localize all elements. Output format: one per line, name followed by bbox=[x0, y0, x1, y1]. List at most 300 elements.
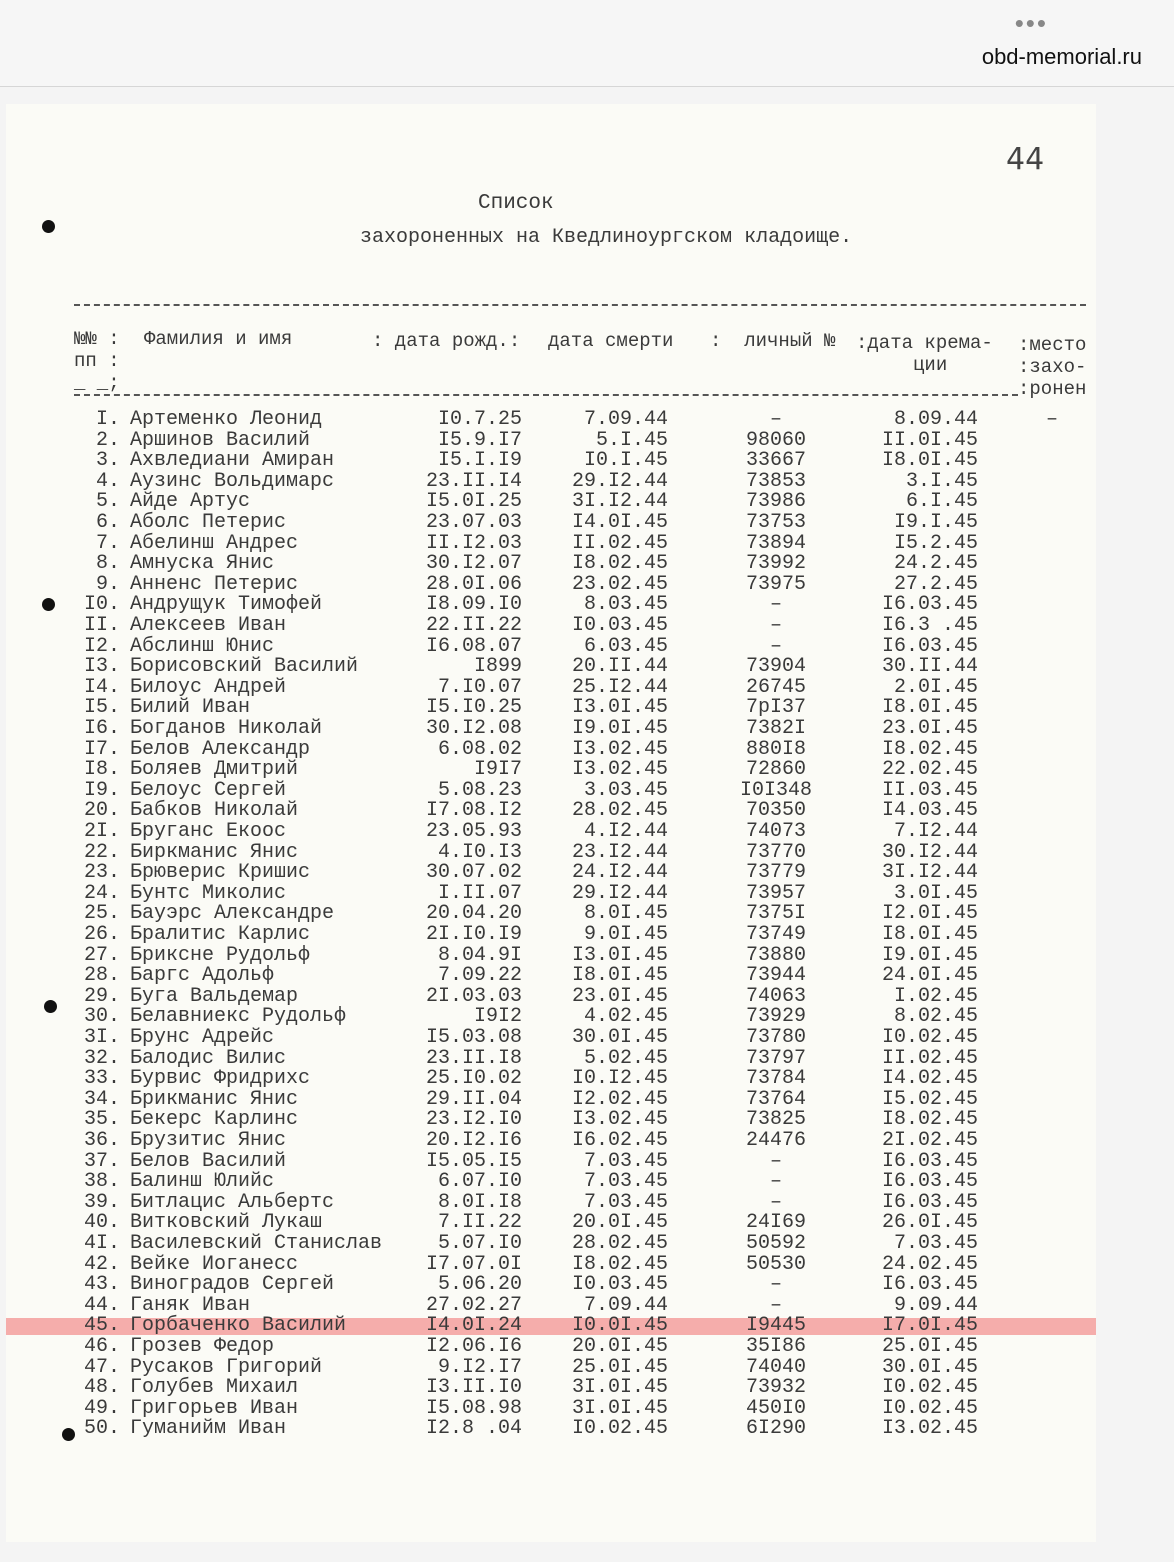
cell-num: 8. bbox=[95, 552, 120, 576]
cell-cremation: 24.0I.45 bbox=[881, 964, 978, 988]
cell-personal: 74063 bbox=[745, 984, 806, 1008]
table-row bbox=[6, 1172, 1096, 1193]
cell-birth: I.II.07 bbox=[437, 881, 522, 905]
cell-cremation: 27.2.45 bbox=[893, 572, 978, 596]
cell-birth: 30.I2.07 bbox=[425, 552, 522, 576]
cell-personal: 72860 bbox=[745, 758, 806, 782]
cell-personal: 7pI37 bbox=[745, 696, 806, 720]
cell-name: Буга Вальдемар bbox=[130, 984, 299, 1008]
cell-name: Брунс Адрейс bbox=[130, 1026, 275, 1049]
cell-num: 36. bbox=[83, 1129, 120, 1152]
cell-cremation: I3.02.45 bbox=[881, 1417, 978, 1441]
cell-num: 5. bbox=[95, 490, 120, 514]
header-personal: : личный № bbox=[710, 330, 836, 352]
cell-cremation: I8.0I.45 bbox=[881, 923, 978, 946]
table-row bbox=[6, 554, 1096, 575]
table-row bbox=[6, 1419, 1096, 1440]
cell-personal: 24I69 bbox=[745, 1211, 806, 1235]
cell-birth: I899 bbox=[473, 655, 522, 679]
cell-cremation: I6.03.45 bbox=[881, 634, 978, 658]
cell-personal: 73797 bbox=[745, 1046, 806, 1070]
cell-name: Алексеев Иван bbox=[130, 614, 287, 637]
cell-birth: I7.08.I2 bbox=[425, 799, 522, 823]
cell-cremation: 3I.I2.44 bbox=[881, 861, 978, 885]
cell-name: Богданов Николай bbox=[130, 717, 323, 740]
table-row bbox=[6, 904, 1096, 925]
cell-name: Белавниекс Рудольф bbox=[130, 1005, 347, 1029]
table-row bbox=[6, 1007, 1096, 1028]
cell-personal: 73880 bbox=[745, 943, 806, 967]
cell-death: 20.0I.45 bbox=[571, 1211, 668, 1235]
cell-num: 34. bbox=[83, 1087, 120, 1111]
cell-personal: – bbox=[769, 593, 782, 617]
cell-personal: – bbox=[769, 1273, 782, 1297]
table-row bbox=[6, 737, 1096, 761]
table-row bbox=[6, 943, 1096, 967]
cell-death: I3.0I.45 bbox=[571, 696, 668, 720]
cell-birth: I3.II.I0 bbox=[425, 1376, 522, 1400]
cell-num: 45. bbox=[83, 1314, 120, 1338]
table-row bbox=[6, 1046, 1096, 1070]
cell-num: 22. bbox=[83, 840, 120, 864]
cell-cremation: II.0I.45 bbox=[881, 428, 978, 452]
table-row bbox=[6, 1149, 1096, 1173]
cell-death: 5.02.45 bbox=[583, 1046, 668, 1070]
cell-cremation: 8.02.45 bbox=[893, 1005, 978, 1029]
cell-num: II. bbox=[83, 614, 120, 637]
cell-cremation: I9.0I.45 bbox=[881, 943, 978, 967]
cell-personal: 74040 bbox=[745, 1355, 806, 1379]
table-row bbox=[6, 657, 1096, 678]
cell-num: 42. bbox=[83, 1252, 120, 1276]
cell-num: 3. bbox=[95, 449, 120, 473]
cell-death: 7.03.45 bbox=[583, 1190, 668, 1214]
cell-birth: 2I.I0.I9 bbox=[425, 923, 522, 946]
cell-personal: 50530 bbox=[745, 1252, 806, 1276]
cell-name: Виноградов Сергей bbox=[130, 1273, 335, 1297]
cell-name: Брюверис Кришис bbox=[130, 861, 311, 885]
cell-birth: 6.07.I0 bbox=[437, 1170, 522, 1194]
cell-birth: 28.0I.06 bbox=[425, 572, 522, 596]
cell-num: 2. bbox=[95, 428, 120, 452]
cell-name: Белов Александр bbox=[130, 737, 311, 761]
cell-name: Артеменко Леонид bbox=[130, 408, 323, 431]
cell-death: 7.09.44 bbox=[583, 408, 668, 431]
cell-birth: 20.I2.I6 bbox=[425, 1129, 522, 1152]
cell-name: Русаков Григорий bbox=[130, 1355, 323, 1379]
cell-birth: 7.09.22 bbox=[437, 964, 522, 988]
table-row bbox=[6, 595, 1096, 616]
cell-personal: 73749 bbox=[745, 923, 806, 946]
cell-personal: 73986 bbox=[745, 490, 806, 514]
cell-death: 28.02.45 bbox=[571, 1232, 668, 1255]
cell-death: I0.03.45 bbox=[571, 1273, 668, 1297]
cell-name: Аршинов Василий bbox=[130, 428, 311, 452]
cell-num: I3. bbox=[83, 655, 120, 679]
cell-personal: 73764 bbox=[745, 1087, 806, 1111]
cell-name: Грозев Федор bbox=[130, 1335, 275, 1358]
cell-num: I7. bbox=[83, 737, 120, 761]
cell-cremation: I6.03.45 bbox=[881, 1170, 978, 1194]
cell-name: Гуманийм Иван bbox=[130, 1417, 287, 1441]
more-dots-icon[interactable]: ••• bbox=[1014, 8, 1048, 38]
cell-name: Ганяк Иван bbox=[130, 1293, 251, 1317]
cell-num: 7. bbox=[95, 531, 120, 555]
header-birth: : дата рожд.: bbox=[372, 330, 521, 352]
table-row bbox=[6, 451, 1096, 472]
cell-num: 39. bbox=[83, 1190, 120, 1214]
cell-cremation: 6.I.45 bbox=[905, 490, 978, 514]
cell-personal: 73770 bbox=[745, 840, 806, 864]
cell-death: I3.02.45 bbox=[571, 758, 668, 782]
cell-name: Амнуска Янис bbox=[130, 552, 275, 576]
cell-num: I4. bbox=[83, 675, 120, 699]
cell-death: 4.I2.44 bbox=[583, 820, 668, 843]
cell-cremation: I.02.45 bbox=[893, 984, 978, 1008]
cell-death: I0.I.45 bbox=[583, 449, 668, 473]
cell-num: 28. bbox=[83, 964, 120, 988]
cell-name: Абслинш Юнис bbox=[130, 634, 275, 658]
cell-personal: 7382I bbox=[745, 717, 806, 740]
cell-death: I0.02.45 bbox=[571, 1417, 668, 1441]
table-row bbox=[6, 1190, 1096, 1214]
cell-name: Билий Иван bbox=[130, 696, 251, 720]
table-row bbox=[6, 1110, 1096, 1131]
cell-cremation: I0.02.45 bbox=[881, 1026, 978, 1049]
table-row bbox=[6, 513, 1096, 534]
cell-personal: 33667 bbox=[745, 449, 806, 473]
cell-personal: 73825 bbox=[745, 1108, 806, 1132]
cell-birth: I5.9.I7 bbox=[437, 428, 522, 452]
cell-num: 32. bbox=[83, 1046, 120, 1070]
cell-birth: 4.I0.I3 bbox=[437, 840, 522, 864]
cell-name: Бунтс Миколис bbox=[130, 881, 287, 905]
cell-death: I0.0I.45 bbox=[571, 1314, 668, 1338]
cell-personal: 73929 bbox=[745, 1005, 806, 1029]
cell-num: 24. bbox=[83, 881, 120, 905]
cell-personal: I0I348 bbox=[739, 778, 812, 802]
cell-cremation: 2I.02.45 bbox=[881, 1129, 978, 1152]
cell-birth: 22.II.22 bbox=[425, 614, 522, 637]
table-row bbox=[6, 428, 1096, 452]
table-row bbox=[6, 1337, 1096, 1358]
cell-death: I0.03.45 bbox=[571, 614, 668, 637]
cell-birth: 8.04.9I bbox=[437, 943, 522, 967]
cell-cremation: 30.II.44 bbox=[881, 655, 978, 679]
cell-num: 47. bbox=[83, 1355, 120, 1379]
cell-cremation: 7.03.45 bbox=[893, 1232, 978, 1255]
cell-birth: 6.08.02 bbox=[437, 737, 522, 761]
cell-num: 38. bbox=[83, 1170, 120, 1194]
cell-cremation: I4.03.45 bbox=[881, 799, 978, 823]
cell-name: Ахвледиани Амиран bbox=[130, 449, 335, 473]
cell-name: Баргс Адольф bbox=[130, 964, 275, 988]
cell-birth: I5.0I.25 bbox=[425, 490, 522, 514]
cell-num: I8. bbox=[83, 758, 120, 782]
cell-birth: 7.II.22 bbox=[437, 1211, 522, 1235]
cell-name: Абелинш Андрес bbox=[130, 531, 299, 555]
cell-num: 6. bbox=[95, 511, 120, 534]
cell-num: 43. bbox=[83, 1273, 120, 1297]
cell-num: I. bbox=[95, 408, 120, 431]
cell-num: I9. bbox=[83, 778, 120, 802]
cell-personal: 880I8 bbox=[745, 737, 806, 761]
cell-personal: 73784 bbox=[745, 1067, 806, 1091]
cell-name: Григорьев Иван bbox=[130, 1396, 299, 1420]
table-row bbox=[6, 1252, 1096, 1276]
cell-death: I3.0I.45 bbox=[571, 943, 668, 967]
cell-birth: I5.I0.25 bbox=[425, 696, 522, 720]
cell-death: 23.I2.44 bbox=[571, 840, 668, 864]
cell-num: 49. bbox=[83, 1396, 120, 1420]
cell-num: I6. bbox=[83, 717, 120, 740]
cell-birth: I5.08.98 bbox=[425, 1396, 522, 1420]
cell-num: 44. bbox=[83, 1293, 120, 1317]
cell-birth: 30.07.02 bbox=[425, 861, 522, 885]
cell-cremation: I8.0I.45 bbox=[881, 449, 978, 473]
cell-death: 25.0I.45 bbox=[571, 1355, 668, 1379]
table-row bbox=[6, 1378, 1096, 1399]
table-row bbox=[6, 1275, 1096, 1296]
cell-num: I5. bbox=[83, 696, 120, 720]
cell-death: 7.03.45 bbox=[583, 1170, 668, 1194]
table-row bbox=[6, 1213, 1096, 1234]
cell-personal: 73975 bbox=[745, 572, 806, 596]
cell-birth: I0.7.25 bbox=[437, 408, 522, 431]
cell-num: 27. bbox=[83, 943, 120, 967]
cell-cremation: 25.0I.45 bbox=[881, 1335, 978, 1358]
cell-cremation: I9.I.45 bbox=[893, 511, 978, 534]
cell-birth: 2I.03.03 bbox=[425, 984, 522, 1008]
cell-birth: I9I2 bbox=[473, 1005, 522, 1029]
table-row bbox=[6, 469, 1096, 493]
cell-num: 20. bbox=[83, 799, 120, 823]
cell-cremation: I6.03.45 bbox=[881, 1273, 978, 1297]
cell-cremation: I6.03.45 bbox=[881, 1190, 978, 1214]
cell-death: II.02.45 bbox=[571, 531, 668, 555]
cell-death: 5.I.45 bbox=[595, 428, 668, 452]
cell-personal: – bbox=[769, 1170, 782, 1194]
cell-death: 9.0I.45 bbox=[583, 923, 668, 946]
cell-birth: I2.8 .04 bbox=[425, 1417, 522, 1441]
cell-num: 30. bbox=[83, 1005, 120, 1029]
cell-name: Голубев Михаил bbox=[130, 1376, 299, 1400]
cell-personal: 73944 bbox=[745, 964, 806, 988]
cell-name: Аболс Петерис bbox=[130, 511, 287, 534]
table-row bbox=[6, 966, 1096, 987]
cell-death: I3.02.45 bbox=[571, 737, 668, 761]
cell-death: 7.03.45 bbox=[583, 1149, 668, 1173]
cell-name: Бралитис Карлис bbox=[130, 923, 311, 946]
cell-cremation: I6.3 .45 bbox=[881, 614, 978, 637]
cell-death: I8.02.45 bbox=[571, 1252, 668, 1276]
table-row bbox=[6, 698, 1096, 719]
cell-cremation: II.02.45 bbox=[881, 1046, 978, 1070]
cell-birth: 30.I2.08 bbox=[425, 717, 522, 740]
cell-name: Бурвис Фридрихс bbox=[130, 1067, 311, 1091]
cell-birth: I6.08.07 bbox=[425, 634, 522, 658]
cell-cremation: 7.I2.44 bbox=[893, 820, 978, 843]
table-row bbox=[6, 778, 1096, 802]
table-row bbox=[6, 925, 1096, 946]
cell-death: 23.0I.45 bbox=[571, 984, 668, 1008]
table-row bbox=[6, 531, 1096, 555]
cell-birth: 23.05.93 bbox=[425, 820, 522, 843]
cell-death: 8.03.45 bbox=[583, 593, 668, 617]
cell-name: Бекерс Карлинс bbox=[130, 1108, 299, 1132]
cell-cremation: II.03.45 bbox=[881, 778, 978, 802]
cell-birth: 5.08.23 bbox=[437, 778, 522, 802]
cell-birth: 23.I2.I0 bbox=[425, 1108, 522, 1132]
cell-cremation: 24.2.45 bbox=[893, 552, 978, 576]
cell-name: Белоус Сергей bbox=[130, 778, 287, 802]
cell-num: 50. bbox=[83, 1417, 120, 1441]
table-row bbox=[6, 1293, 1096, 1317]
cell-birth: 23.II.I8 bbox=[425, 1046, 522, 1070]
cell-death: I8.02.45 bbox=[571, 552, 668, 576]
document-subtitle: захороненных на Кведлиноургском кладоище. bbox=[360, 226, 853, 249]
cell-name: Бауэрс Александре bbox=[130, 902, 335, 926]
table-row bbox=[6, 1316, 1096, 1337]
cell-place: – bbox=[1046, 408, 1059, 431]
cell-birth: I5.05.I5 bbox=[425, 1149, 522, 1173]
cell-personal: 73904 bbox=[745, 655, 806, 679]
cell-num: 33. bbox=[83, 1067, 120, 1091]
cell-death: 3.03.45 bbox=[583, 778, 668, 802]
table-row bbox=[6, 881, 1096, 905]
cell-num: 48. bbox=[83, 1376, 120, 1400]
cell-birth: 8.0I.I8 bbox=[437, 1190, 522, 1214]
cell-personal: 450I0 bbox=[745, 1396, 806, 1420]
cell-name: Андрущук Тимофей bbox=[130, 593, 323, 617]
cell-num: 4I. bbox=[83, 1232, 120, 1255]
cell-personal: – bbox=[769, 1293, 782, 1317]
cell-name: Биркманис Янис bbox=[130, 840, 299, 864]
cell-personal: 73780 bbox=[745, 1026, 806, 1049]
cell-personal: 50592 bbox=[745, 1232, 806, 1255]
cell-personal: 7375I bbox=[745, 902, 806, 926]
table-row bbox=[6, 675, 1096, 699]
cell-death: 25.I2.44 bbox=[571, 675, 668, 699]
table-row bbox=[6, 1087, 1096, 1111]
table-row bbox=[6, 1396, 1096, 1420]
cell-birth: 5.06.20 bbox=[437, 1273, 522, 1297]
cell-num: 9. bbox=[95, 572, 120, 596]
table-row bbox=[6, 801, 1096, 822]
cell-birth: 25.I0.02 bbox=[425, 1067, 522, 1091]
cell-death: 3I.0I.45 bbox=[571, 1376, 668, 1400]
table-row bbox=[6, 572, 1096, 596]
cell-cremation: 3.0I.45 bbox=[893, 881, 978, 905]
header-cremation: :дата крема- ции bbox=[856, 332, 993, 376]
cell-name: Борисовский Василий bbox=[130, 655, 359, 679]
cell-cremation: I0.02.45 bbox=[881, 1376, 978, 1400]
cell-cremation: I5.2.45 bbox=[893, 531, 978, 555]
url-label[interactable]: obd-memorial.ru bbox=[981, 44, 1142, 69]
document-title: Список bbox=[478, 192, 554, 215]
table-row bbox=[6, 1355, 1096, 1379]
cell-birth: 20.04.20 bbox=[425, 902, 522, 926]
cell-num: 37. bbox=[83, 1149, 120, 1173]
cell-birth: 23.II.I4 bbox=[425, 469, 522, 493]
cell-birth: I5.03.08 bbox=[425, 1026, 522, 1049]
cell-birth: 23.07.03 bbox=[425, 511, 522, 534]
cell-death: I8.0I.45 bbox=[571, 964, 668, 988]
cell-name: Аузинс Вольдимарс bbox=[130, 469, 335, 493]
table-row bbox=[6, 840, 1096, 864]
cell-death: 29.I2.44 bbox=[571, 469, 668, 493]
cell-birth: 29.II.04 bbox=[425, 1087, 522, 1111]
cell-cremation: I6.03.45 bbox=[881, 1149, 978, 1173]
cell-personal: 73992 bbox=[745, 552, 806, 576]
cell-num: 40. bbox=[83, 1211, 120, 1235]
cell-death: 28.02.45 bbox=[571, 799, 668, 823]
cell-death: 29.I2.44 bbox=[571, 881, 668, 905]
punch-hole bbox=[42, 220, 55, 233]
table-row bbox=[6, 616, 1096, 637]
table-row bbox=[6, 719, 1096, 740]
cell-death: 7.09.44 bbox=[583, 1293, 668, 1317]
cell-personal: 73957 bbox=[745, 881, 806, 905]
cell-personal: 73894 bbox=[745, 531, 806, 555]
cell-birth: I4.0I.24 bbox=[425, 1314, 522, 1338]
cell-personal: – bbox=[769, 1190, 782, 1214]
cell-death: I3.02.45 bbox=[571, 1108, 668, 1132]
table-row bbox=[6, 760, 1096, 781]
cell-cremation: I6.03.45 bbox=[881, 593, 978, 617]
table-row bbox=[6, 410, 1096, 431]
cell-death: 30.0I.45 bbox=[571, 1026, 668, 1049]
cell-cremation: I7.0I.45 bbox=[881, 1314, 978, 1338]
cell-personal: 73853 bbox=[745, 469, 806, 493]
cell-personal: 26745 bbox=[745, 675, 806, 699]
cell-death: I0.I2.45 bbox=[571, 1067, 668, 1091]
cell-num: 26. bbox=[83, 923, 120, 946]
cell-death: I6.02.45 bbox=[571, 1129, 668, 1152]
table-row bbox=[6, 1028, 1096, 1049]
header-name: Фамилия и имя bbox=[144, 328, 293, 350]
cell-name: Боляев Дмитрий bbox=[130, 758, 299, 782]
table-row bbox=[6, 1234, 1096, 1255]
cell-death: 3I.I2.44 bbox=[571, 490, 668, 514]
cell-personal: 24476 bbox=[745, 1129, 806, 1152]
cell-name: Брикманис Янис bbox=[130, 1087, 299, 1111]
cell-num: 35. bbox=[83, 1108, 120, 1132]
cell-death: 20.II.44 bbox=[571, 655, 668, 679]
cell-birth: II.I2.03 bbox=[425, 531, 522, 555]
cell-personal: 73779 bbox=[745, 861, 806, 885]
cell-personal: – bbox=[769, 1149, 782, 1173]
browser-bar bbox=[0, 0, 1174, 87]
cell-death: 24.I2.44 bbox=[571, 861, 668, 885]
cell-num: 4. bbox=[95, 469, 120, 493]
cell-num: 46. bbox=[83, 1335, 120, 1358]
cell-name: Битлацис Альбертс bbox=[130, 1190, 335, 1214]
cell-name: Айде Артус bbox=[130, 490, 251, 514]
cell-num: I2. bbox=[83, 634, 120, 658]
cell-cremation: I2.0I.45 bbox=[881, 902, 978, 926]
cell-death: I9.0I.45 bbox=[571, 717, 668, 740]
cell-cremation: I8.0I.45 bbox=[881, 696, 978, 720]
cell-name: Вейке Иоганесс bbox=[130, 1252, 299, 1276]
table-row bbox=[6, 822, 1096, 843]
cell-birth: I5.I.I9 bbox=[437, 449, 522, 473]
cell-cremation: 2.0I.45 bbox=[893, 675, 978, 699]
cell-death: 20.0I.45 bbox=[571, 1335, 668, 1358]
cell-cremation: I4.02.45 bbox=[881, 1067, 978, 1091]
cell-num: 25. bbox=[83, 902, 120, 926]
table-row bbox=[6, 634, 1096, 658]
